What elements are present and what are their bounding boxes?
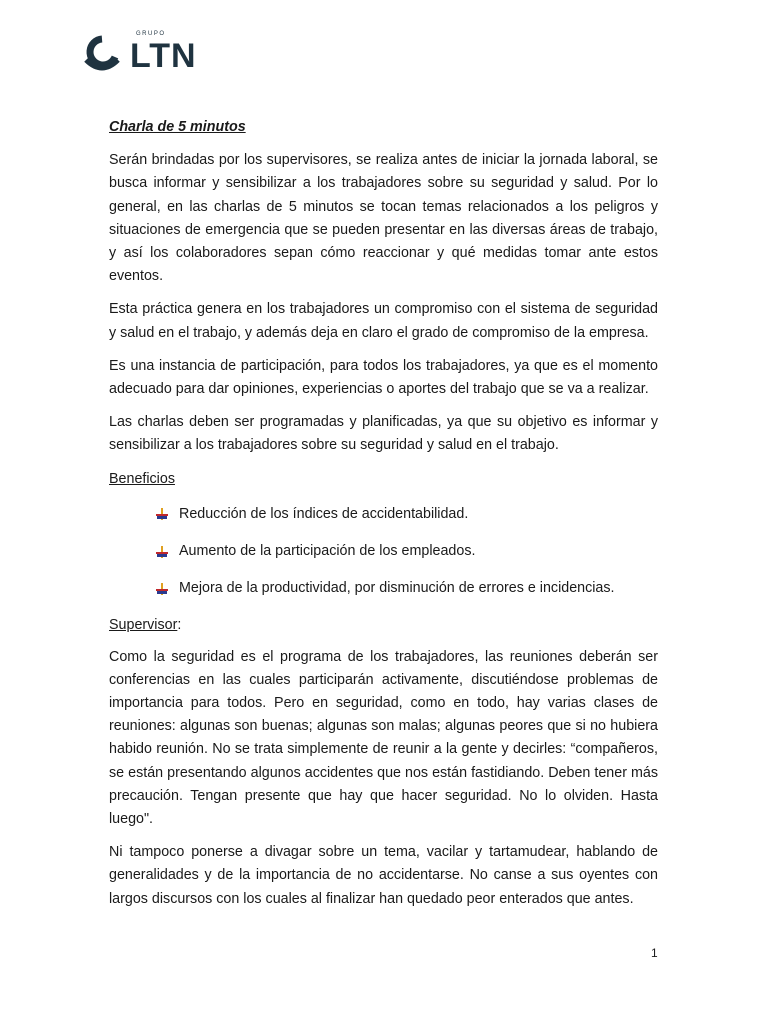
bullet-icon <box>155 507 169 521</box>
page-number: 1 <box>651 946 658 960</box>
logo-brand-text: LTN <box>130 37 197 75</box>
supervisor-heading: Supervisor <box>109 617 178 634</box>
benefits-heading: Beneficios <box>109 470 175 487</box>
supervisor-heading-line <box>109 614 658 637</box>
benefit-text: Mejora de la productividad, por disminución de errores e incidencias. <box>179 580 615 597</box>
document-title: Charla de 5 minutos <box>109 119 246 135</box>
logo-emblem-upper <box>90 39 115 65</box>
benefit-text: Aumento de la participación de los empleados. <box>179 543 476 560</box>
benefit-text: Reducción de los índices de accidentabilidad. <box>179 505 469 522</box>
paragraph-intro-1: Serán brindadas por los supervisores, se realiza antes de iniciar la jornada laboral, se busca informar y sensibilizar a los trabajadores sobre su seguridad y salud. Por lo general, en las charlas de 5 minutos se tocan temas relacionados a los peligros y situaciones de emergencia que se pueden presentar en las diversas áreas de trabajo, y así los colaboradores sepan cómo reaccionar y qué medidas tomar ante estos eventos. <box>109 152 658 285</box>
supervisor-colon: : <box>177 617 182 634</box>
bullet-icon <box>155 582 169 596</box>
paragraph-supervisor-1: Como la seguridad es el programa de los trabajadores, las reuniones deberán ser conferencias en las cuales participarán activamente, discutiéndose problemas de importancia para todos. Pero en seguridad, como en todo, hay varias clases de reuniones: algunas son buenas; algunas son malas; algunas peores que si no hubiera habido reunión. No se trata simplemente de reunir a la gente y decirles: “compañeros, se están presentando algunos accidentes que nos están fastidiando. Deben tener más precaución. Tengan presente que hay que hacer seguridad. No lo olviden. Hasta luego". <box>109 648 658 828</box>
paragraph-intro-4: Las charlas deben ser programadas y planificadas, ya que su objetivo es informar y sensibilizar a los trabajadores sobre su seguridad y salud en el trabajo. <box>109 414 658 454</box>
list-item <box>155 540 658 563</box>
paragraph-intro-2: Esta práctica genera en los trabajadores un compromiso con el sistema de seguridad y salud en el trabajo, y además deja en claro el grado de compromiso de la empresa. <box>109 301 658 341</box>
list-item <box>155 503 658 526</box>
company-logo <box>80 26 240 76</box>
paragraph-supervisor-2: Ni tampoco ponerse a divagar sobre un tema, vacilar y tartamudear, hablando de generalidades y de la importancia de no accidentarse. No canse a sus oyentes con largos discursos con los cuales al finalizar han quedado peor enterados que antes. <box>109 844 658 907</box>
paragraph-intro-3: Es una instancia de participación, para todos los trabajadores, ya que es el momento adecuado para dar opiniones, experiencias o aportes del trabajo que se va a realizar. <box>109 357 658 398</box>
logo-small-text: GRUPO <box>136 31 166 37</box>
list-item <box>155 577 658 600</box>
document-body <box>109 116 658 921</box>
benefits-list <box>109 503 658 601</box>
bullet-icon <box>155 545 169 559</box>
